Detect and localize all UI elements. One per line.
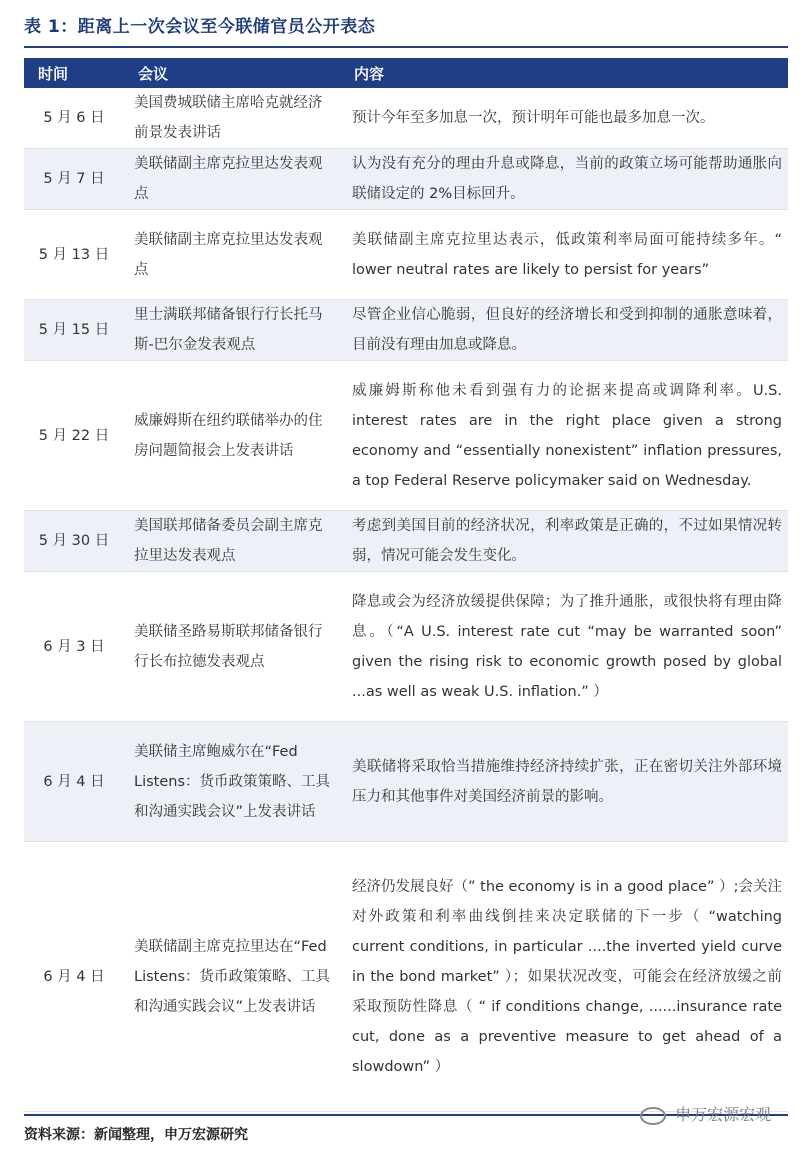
table-title: 表 1：距离上一次会议至今联储官员公开表态: [24, 17, 376, 37]
wechat-logo-icon: [640, 1107, 666, 1125]
row-date: 5 月 6 日: [24, 88, 124, 149]
row-date: 6 月 4 日: [24, 842, 124, 1112]
row-content: 降息或会为经济放缓提供保障；为了推升通胀，或很快将有理由降息。（“A U.S. interest rate cut “may be warranted soon” given the rising risk to economic growth posed by global ...as well as weak U.S. inflation.” ）: [340, 572, 788, 722]
table-row: [24, 361, 788, 511]
row-meeting: 美联储副主席克拉里达发表观点: [124, 210, 340, 300]
table-row: [24, 210, 788, 300]
title-divider: [24, 46, 788, 48]
row-content: 美联储副主席克拉里达表示，低政策利率局面可能持续多年。“ lower neutral rates are likely to persist for years”: [340, 210, 788, 300]
row-date: 6 月 4 日: [24, 722, 124, 842]
row-content: 考虑到美国目前的经济状况，利率政策是正确的，不过如果情况转弱，情况可能会发生变化。: [340, 511, 788, 572]
header-content: 内容: [340, 58, 788, 88]
row-date: 5 月 15 日: [24, 300, 124, 361]
row-meeting: 美国费城联储主席哈克就经济前景发表讲话: [124, 88, 340, 149]
table-row: [24, 149, 788, 210]
row-date: 5 月 7 日: [24, 149, 124, 210]
row-content: 美联储将采取恰当措施维持经济持续扩张，正在密切关注外部环境压力和其他事件对美国经济前景的影响。: [340, 722, 788, 842]
row-content: 认为没有充分的理由升息或降息，当前的政策立场可能帮助通胀向联储设定的 2%目标回升。: [340, 149, 788, 210]
row-content: 预计今年至多加息一次，预计明年可能也最多加息一次。: [340, 88, 788, 149]
header-time: 时间: [24, 58, 124, 88]
watermark-text: 申万宏源宏观: [675, 1105, 772, 1124]
source-note: 资料来源：新闻整理，申万宏源研究: [24, 1127, 248, 1143]
row-content: 经济仍发展良好（” the economy is in a good place” ）;会关注对外政策和利率曲线倒挂来决定联储的下一步（ “watching current conditions, in particular ....the inverted yield curve in the bond market” ）；如果状况改变，可能会在经济放缓之前采取预防性降息（ “ if conditions change, ......insurance rate cut, done as a preventive measure to get ahead of a slowdown” ）: [340, 842, 788, 1112]
row-date: 5 月 13 日: [24, 210, 124, 300]
row-meeting: 美国联邦储备委员会副主席克拉里达发表观点: [124, 511, 340, 572]
row-meeting: 美联储圣路易斯联邦储备银行行长布拉德发表观点: [124, 572, 340, 722]
row-meeting: 威廉姆斯在纽约联储举办的住房问题简报会上发表讲话: [124, 361, 340, 511]
row-meeting: 里士满联邦储备银行行长托马斯-巴尔金发表观点: [124, 300, 340, 361]
row-meeting: 美联储主席鲍威尔在“Fed Listens：货币政策策略、工具和沟通实践会议”上发表讲话: [124, 722, 340, 842]
row-content: 尽管企业信心脆弱，但良好的经济增长和受到抑制的通胀意味着，目前没有理由加息或降息。: [340, 300, 788, 361]
row-meeting: 美联储副主席克拉里达发表观点: [124, 149, 340, 210]
row-date: 5 月 22 日: [24, 361, 124, 511]
table-row: [24, 722, 788, 842]
row-content: 威廉姆斯称他未看到强有力的论据来提高或调降利率。U.S. interest rates are in the right place given a strong economy and “essentially nonexistent” inflation pressures, a top Federal Reserve policymaker said on Wednesday.: [340, 361, 788, 511]
officials-statements-table: [24, 58, 788, 1112]
header-meeting: 会议: [124, 58, 340, 88]
row-date: 5 月 30 日: [24, 511, 124, 572]
row-date: 6 月 3 日: [24, 572, 124, 722]
row-meeting: 美联储副主席克拉里达在“Fed Listens：货币政策策略、工具和沟通实践会议”上发表讲话: [124, 842, 340, 1112]
table-row: [24, 842, 788, 1112]
table-row: [24, 300, 788, 361]
watermark: [640, 1102, 771, 1125]
table-row: [24, 511, 788, 572]
table-header-row: [24, 58, 788, 88]
table-row: [24, 572, 788, 722]
table-row: [24, 88, 788, 149]
